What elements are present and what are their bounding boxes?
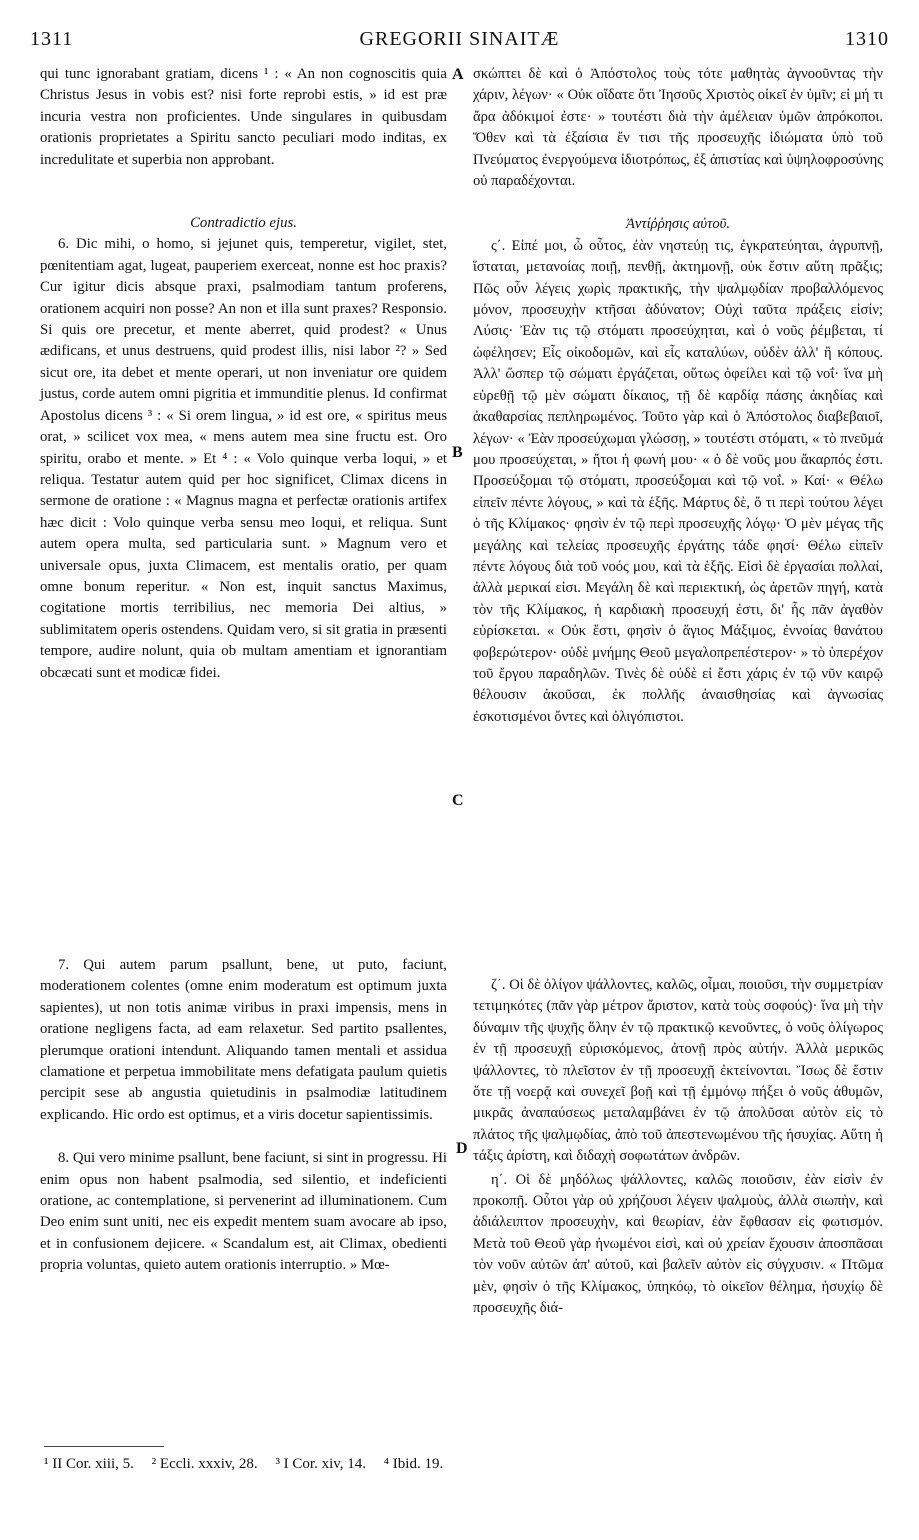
greek-heading-antirrhesis: Ἀντίῤῥησις αὐτοῦ. — [626, 216, 730, 233]
latin-column-lower — [40, 955, 447, 1277]
greek-intro: σκώπτει δὲ καὶ ὁ Ἀπόστολος τοὺς τότε μαθητὰς ἀγνοοῦντας τὴν χάριν, λέγων· « Οὐκ οἴδατε ὅτι Ἰησοῦς Χριστὸς οἰκεῖ ἐν ὑμῖν; εἰ μή τι ἄρα ἀδόκιμοί ἐστε· » τουτέστι διὰ τὴν ἀμέλειαν ὑμῶν ἀπρόκοποι. Ὅθεν καὶ τὰ ἐξαίσια ἔν τισι τῆς προσευχῆς ἰδιώματα ὑπὸ τοῦ Πνεύματος ἐνεργούμενα ἰδιοτρόπως, ἐξ ἀπιστίας καὶ ὑψηλοφροσύνης οὐ παραδέχονται. — [473, 66, 883, 190]
latin-intro: qui tunc ignorabant gratiam, dicens ¹ : « An non cognoscitis quia Christus Jesus in vobis est? nisi forte reprobi estis, » id est præ incuria vestra non proficientes. Unde singulares in quibusdam orationis proprietates a Spiritu sancto peculiari modo inditas, ex incredulitate et superbia non approbant. — [40, 66, 447, 168]
footnote-rule — [44, 1446, 164, 1447]
running-header — [30, 28, 889, 58]
greek-paragraph-8: η΄. Οἱ δὲ μηδόλως ψάλλοντες, καλῶς ποιοῦσιν, ἐὰν εἰσὶν ἐν προκοπῇ. Οὗτοι γὰρ οὐ χρήζουσι λέγειν ψαλμοὺς, ἀλλὰ σιωπὴν, καὶ ἀδιάλειπτον προσευχὴν, καὶ θεωρίαν, ἐὰν ἔφθασαν εἰς φωτισμόν. Μετὰ τοῦ Θεοῦ γὰρ ἡνωμένοι εἰσὶ, καὶ οὐ χρείαν ἔχουσιν ἀποσπᾶσαι τὸν νοῦν αὐτῶν ἀπ' αὐτοῦ, καὶ βαλεῖν αὐτὸν εἰς σύγχυσιν. « Πτῶμα μὲν, φησὶν ὁ τῆς Κλίμακος, ὑπηκόῳ, τὸ οἰκεῖον θέλημα, ἡσυχίῳ δὲ προσευχῆς διά- — [473, 1171, 883, 1317]
footnote-4: ⁴ Ibid. 19. — [383, 1456, 444, 1472]
greek-paragraph-7: ζ΄. Οἱ δὲ ὀλίγον ψάλλοντες, καλῶς, οἶμαι, ποιοῦσι, τὴν συμμετρίαν τετιμηκότες (πᾶν γὰρ μέτρον ἄριστον, κατὰ τοὺς σοφούς)· ἵνα μὴ τὴν δύναμιν τῆς ψυχῆς ὅλην ἐν τῷ πρακτικῷ κενοῦντες, ὁ νοῦς ὀλίγωρος ἐν τῇ προσευχῇ εὑρισκόμενος, ἀτονῇ πρὸς αὐτήν. Ἀλλὰ μερικῶς ψάλλοντες, τὸ πλεῖστον ἐν τῇ προσευχῇ ἐκτείνονται. Ἴσως δὲ ἔστιν ὅτε τῇ νοερᾷ καὶ συνεχεῖ βοῇ καὶ τῇ ἐμμόνῳ πήξει ὁ νοῦς ἀθυμῶν, μικρᾶς ἀναπαύσεως μεταλαμβάνει ἐν τῷ ἀπολῦσαι αὐτὸν εἰς τὸ πλάτος τῆς ψαλμῳδίας, ἀπὸ τοῦ ἀπεστενωμένου τῆς ἡσυχίας. Αὕτη ἡ τάξις ἀρίστη, καὶ διδαχὴ σοφωτάτων ἀνδρῶν. — [473, 977, 883, 1165]
greek-column — [473, 64, 883, 728]
latin-column — [40, 64, 447, 684]
margin-marker-d: D — [456, 1140, 468, 1157]
running-title: GREGORII SINAITÆ — [359, 28, 560, 50]
margin-marker-c: C — [452, 792, 464, 809]
footnote-3: ³ I Cor. xiv, 14. — [275, 1456, 367, 1472]
latin-paragraph-8: 8. Qui vero minime psallunt, bene faciunt, si sint in progressu. Hi enim opus non habent psalmodia, sed silentio, et indeficienti oratione, ac contemplatione, si pervenerint ad illuminationem. Cum Deo enim sunt uniti, nec eis expedit mentem suam avocare ab ipso, et in confusionem dejicere. « Scandalum est, ait Climax, obedienti propria voluntas, quieto autem orationis interruptio. » Mœ- — [40, 1150, 447, 1274]
footnote-1: ¹ II Cor. xiii, 5. — [44, 1456, 134, 1472]
latin-paragraph-7: 7. Qui autem parum psallunt, bene, ut puto, faciunt, moderationem colentes (omne enim moderatum est optimum juxta sapientes), ut non totis animæ viribus in praxi impensis, mens in oratione negligens facta, ad eam relaxetur. Sed partito psallentes, plerumque orationi intendunt. Aliquando tamen mentali et assidua clamatione et perpetua immobilitate mens defatigata paulum quietis percipit sese ab angustia quietudinis in psalmodiæ latitudinem explicando. Hic ordo est optimus, et a viris docetur sapientissimis. — [40, 957, 447, 1123]
footnotes — [44, 1456, 884, 1473]
margin-marker-a: A — [452, 66, 464, 83]
page-number-left: 1311 — [30, 28, 74, 50]
margin-marker-b: B — [452, 444, 463, 461]
footnote-2: ² Eccli. xxxiv, 28. — [151, 1456, 258, 1472]
greek-column-lower — [473, 975, 883, 1320]
latin-heading-contradictio: Contradictio ejus. — [190, 215, 297, 232]
page-number-right: 1310 — [845, 28, 889, 50]
greek-paragraph-6: ς΄. Εἰπέ μοι, ὦ οὗτος, ἐὰν νηστεύῃ τις, ἐγκρατεύηται, ἀγρυπνῇ, ἵσταται, μετανοίας ποιῇ, πενθῇ, ἀκτημονῇ, οὐκ ἔστιν αὕτη πρᾶξις; Πῶς οὖν λέγεις χωρὶς πρακτικῆς, τὴν ψαλμῳδίαν προβαλλόμενος μόνον, προσευχὴν κτῆσαι ἀδύνατον; Οὐχὶ ταῦτα πράξεις εἰσίν; Λύσις· Ἐὰν τις τῷ στόματι προσεύχηται, καὶ ὁ νοῦς ῥέμβεται, τί ὠφέλησεν; Εἷς οἰκοδομῶν, καὶ εἷς καταλύων, οὐδὲν ἀλλ' ἢ κόπους. Ἀλλ' ὥσπερ τῷ σώματι ἐργάζεται, οὕτως ὀφείλει καὶ τῷ νοΐ· ἵνα μὴ εὑρεθῇ τῷ μὲν σώματι δίκαιος, τῇ δὲ καρδίᾳ πάσης ἀκηδίας καὶ ἀκαθαρσίας πεπληρωμένος. Τοῦτο γὰρ καὶ ὁ Ἀπόστολος διαβεβαιοῖ, λέγων· « Ἐὰν προσεύχωμαι γλώσσῃ, » τουτέστι στόματι, « τὸ πνεῦμά μου προσεύχεται, » ἤτοι ἡ φωνή μου· « ὁ δὲ νοῦς μου ἄκαρπός ἐστι. Προσεύξομαι τῷ στόματι, προσεύξομαι καὶ τῷ νοΐ. » Καί· « Θέλω εἰπεῖν πέντε λόγους, » καὶ τὰ ἑξῆς. Μάρτυς δὲ, ὅ τι περὶ τούτου λέγει ὁ τῆς Κλίμακος· φησὶν ἐν τῷ περὶ προσευχῆς λόγῳ· Ὁ μὲν μέγας τῆς μεγάλης καὶ τελείας προσευχῆς ἐργάτης τάδε φησί· Θέλω εἰπεῖν πέντε λόγους διὰ τοῦ νοός μου, καὶ τὰ ἑξῆς. Εἰσὶ δὲ ἐργασίαι πολλαί, ἀλλὰ μερικαί εἰσι. Μεγάλη δὲ καὶ περιεκτική, ὡς ἀρετῶν πηγή, κατὰ τὸν τῆς Κλίμακος, ἡ καρδιακὴ προσευχή ἐστι, δι' ἧς πᾶν ἀγαθὸν εὑρίσκεται. « Οὐκ ἔστι, φησὶν ὁ ἅγιος Μάξιμος, ἐννοίας θανάτου φοβερώτερον· οὐδὲ μνήμης Θεοῦ μεγαλοπρεπέστερον· » τὸ ὑπερέχον τοῦ ἔργου παραδηλῶν. Τινὲς δὲ οὐδὲ εἰ ἔστι χάρις ἐν τῷ νῦν καιρῷ θέλουσιν ἀκοῦσαι, ἐκ πολλῆς ἀναισθησίας καὶ ἀγνωσίας ἐσκοτισμένοι ὄντες καὶ ὀλιγόπιστοι. — [473, 237, 883, 725]
latin-paragraph-6: 6. Dic mihi, o homo, si jejunet quis, temperetur, vigilet, stet, pœnitentiam agat, lugeat, pauperiem exerceat, nonne est hoc praxis? Cur igitur dicis absque praxi, psalmodiam tantum proferens, orationem acquiri non posse? An non et illa sunt praxes? Responsio. Si quis ore precetur, et mente aberret, quid prodest? « Unus ædificans, et unus destruens, quid prodest illis, nisi labor ²? » Sed sicut ore, ita debet et mente operari, ut non inveniatur ore quidem justus, corde autem omni pigritia et immunditie plenus. Id confirmat Apostolus dicens ³ : « Si orem lingua, » id est ore, « spiritus meus orat, » scilicet vox mea, « mens autem mea sine fructu est. Oro spiritu, orabo et mente. » Et ⁴ : « Volo quinque verba loqui, » et reliqua. Testatur autem quid per hoc significet, Climax dicens in sermone de oratione : « Magnus magna et perfectæ orationis artifex hæc dicit : Volo quinque verba sensu meo loqui, et reliqua. Sunt autem opera multa, sed particularia sunt. » Magnum vero et universale opus, juxta Climacem, est mentalis oratio, per quam omne bonum reperitur. « Non est, inquit sanctus Maximus, cogitatione mortis terribilius, nec memoria Dei altius, » sublimitatem operis ostendens. Quidam vero, si sit gratia in præsenti tempore, audire nolunt, quia ob multam amentiam et ignorantiam obcæcati sunt et modicæ fidei. — [40, 236, 447, 681]
